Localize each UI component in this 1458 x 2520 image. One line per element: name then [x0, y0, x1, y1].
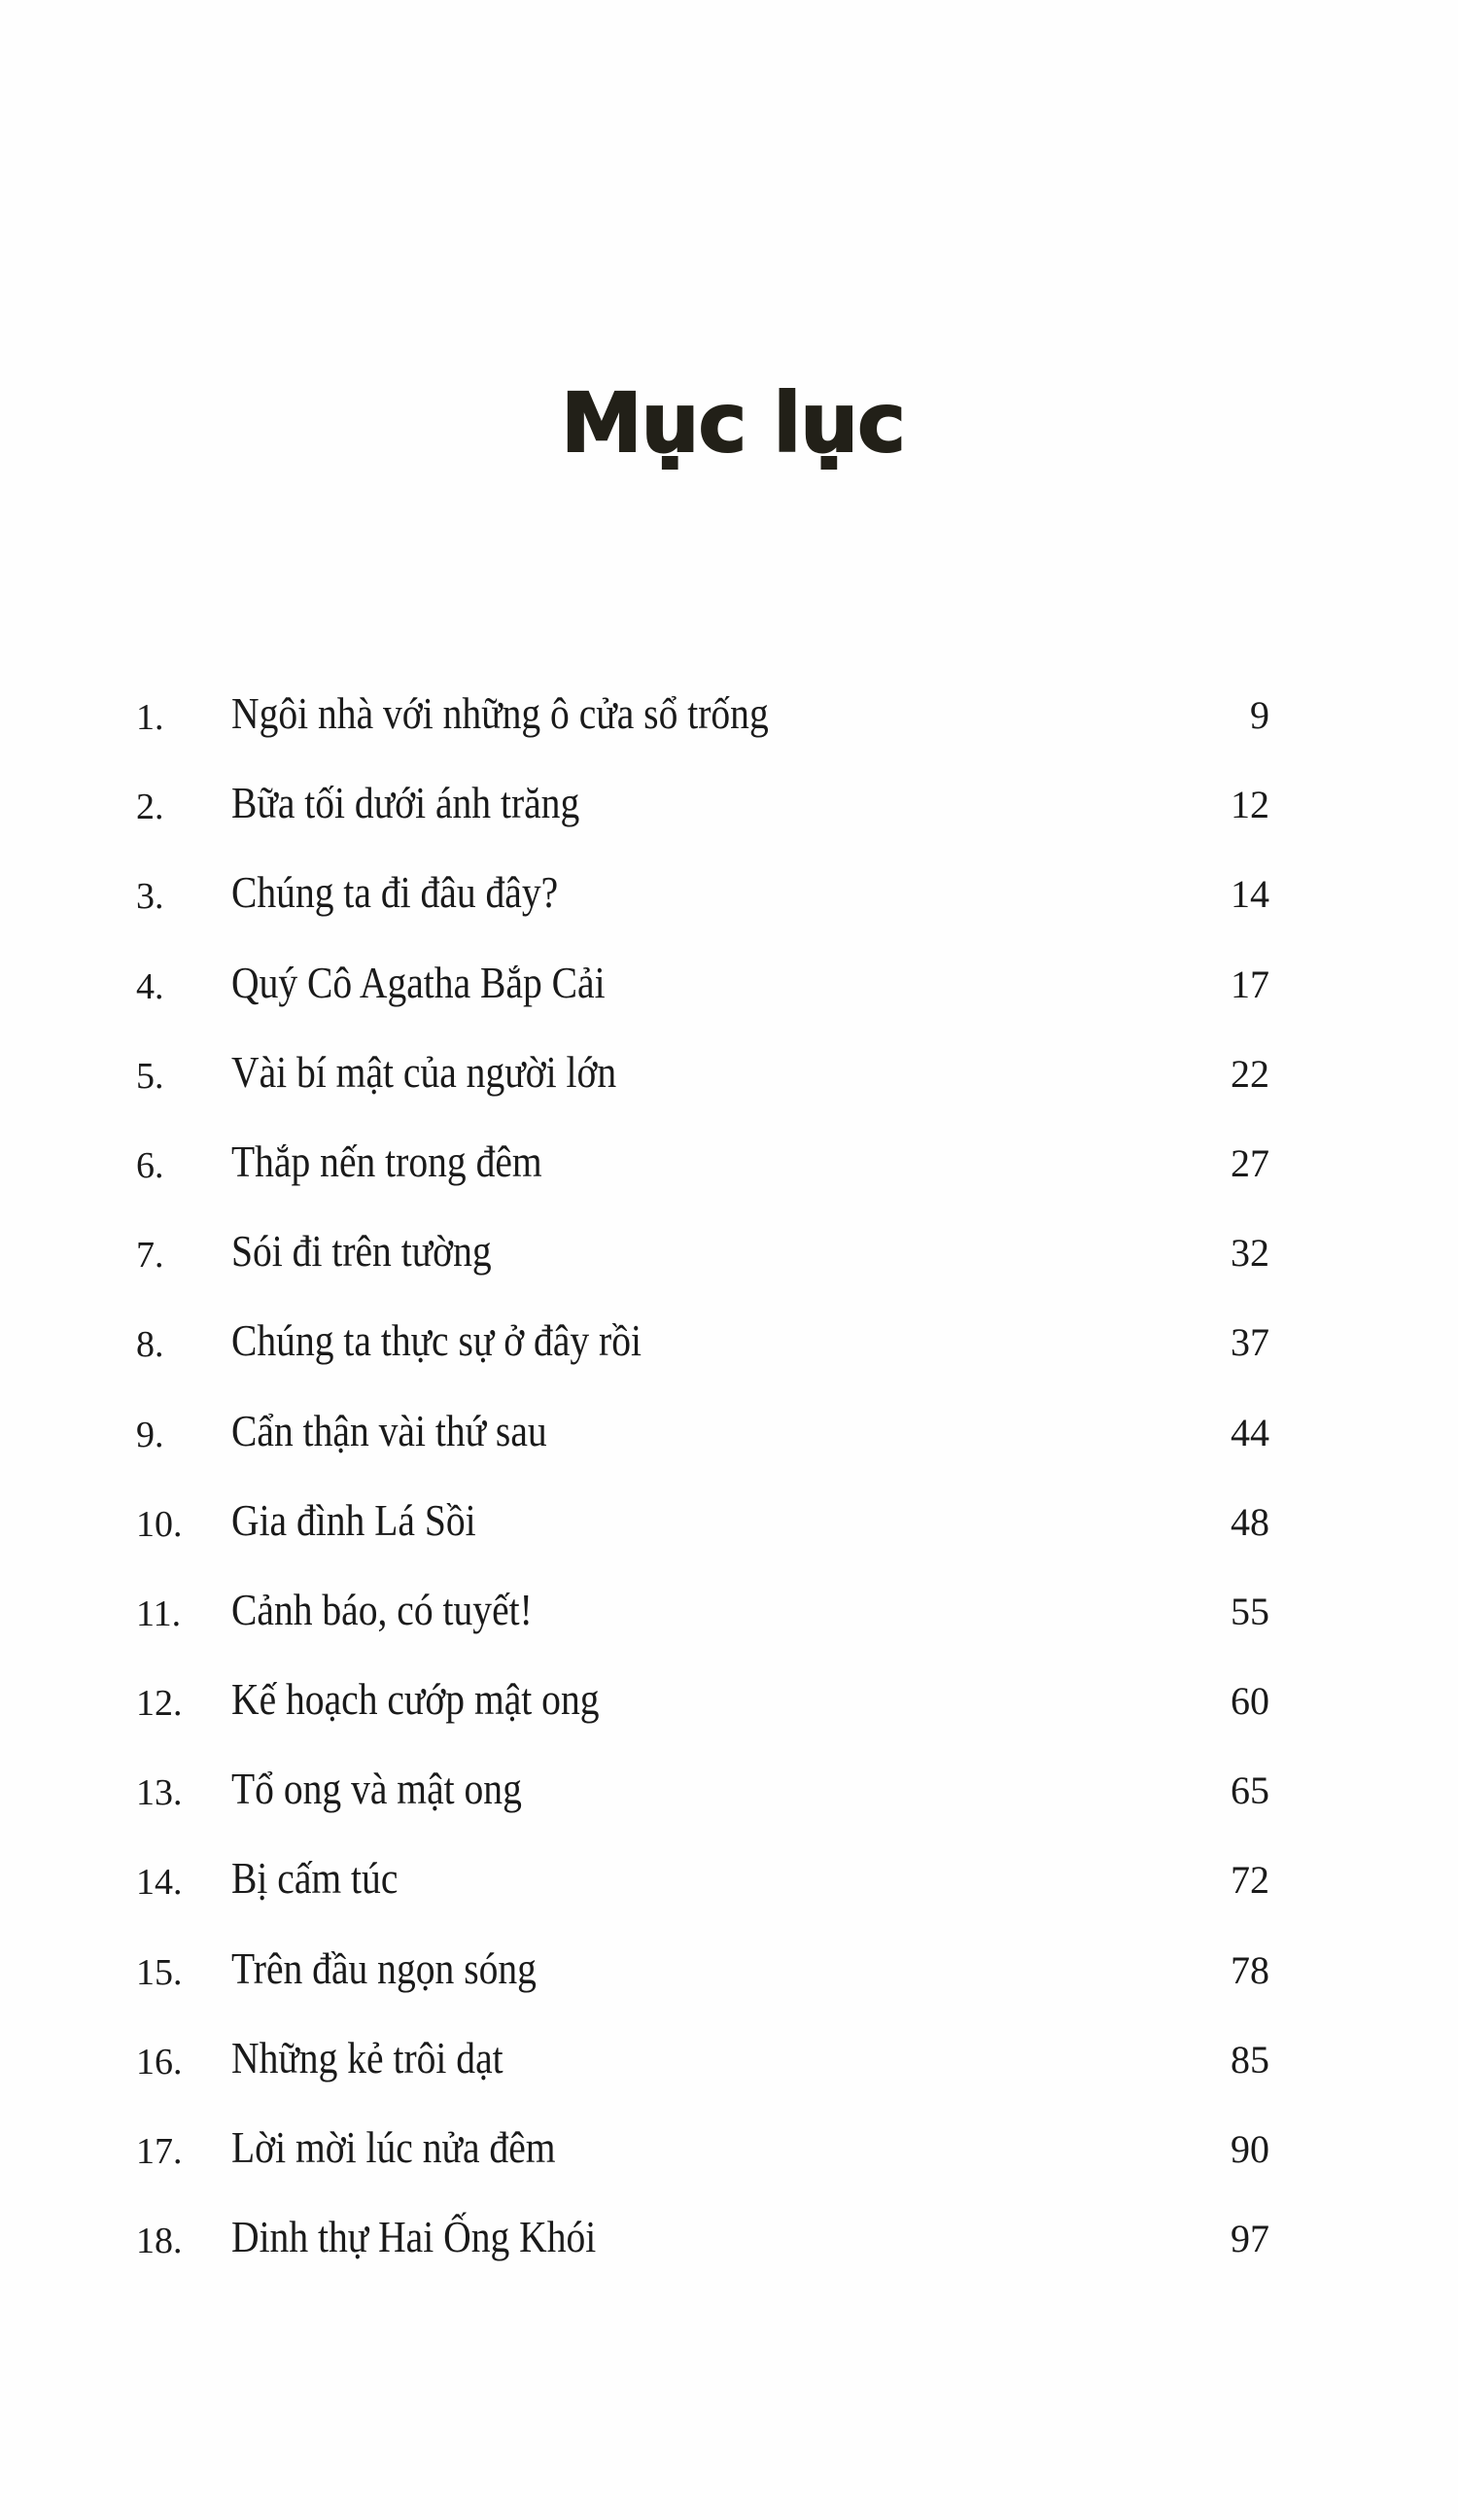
chapter-title: Bữa tối dưới ánh trăng	[231, 778, 580, 828]
page-number: 32	[1231, 1231, 1269, 1276]
chapter-title: Trên đầu ngọn sóng	[231, 1942, 537, 1993]
chapter-number: 12.	[136, 1683, 183, 1725]
chapter-number: 17.	[136, 2131, 183, 2172]
chapter-title: Tổ ong và mật ong	[231, 1764, 522, 1814]
page-title: Mục lục	[561, 375, 905, 472]
chapter-title: Sói đi trên tường	[231, 1226, 492, 1277]
chapter-title: Ngôi nhà với những ô cửa sổ trống	[231, 688, 769, 738]
chapter-title: Thắp nến trong đêm	[231, 1136, 542, 1186]
chapter-number: 8.	[136, 1324, 164, 1366]
chapter-title: Bị cấm túc	[231, 1853, 399, 1904]
toc-entry	[0, 1924, 1458, 2013]
toc-entry	[0, 1296, 1458, 1385]
toc-entry	[0, 2192, 1458, 2282]
chapter-number: 2.	[136, 787, 164, 828]
page-number: 9	[1250, 693, 1269, 737]
toc-entry	[0, 2013, 1458, 2103]
chapter-number: 9.	[136, 1414, 164, 1455]
chapter-title: Dinh thự Hai Ống Khói	[231, 2212, 597, 2262]
chapter-number: 6.	[136, 1144, 164, 1186]
chapter-number: 3.	[136, 876, 164, 918]
page-number: 60	[1231, 1679, 1269, 1724]
chapter-title: Cẩn thận vài thứ sau	[231, 1405, 547, 1455]
page-number: 65	[1231, 1768, 1269, 1813]
toc-entry	[0, 669, 1458, 758]
chapter-number: 4.	[136, 965, 164, 1007]
toc-entry	[0, 1207, 1458, 1296]
chapter-number: 16.	[136, 2041, 183, 2082]
chapter-title: Gia đình Lá Sồi	[231, 1494, 476, 1545]
toc-entry	[0, 1028, 1458, 1117]
toc-entry	[0, 1117, 1458, 1207]
chapter-number: 7.	[136, 1235, 164, 1277]
toc-entry	[0, 848, 1458, 937]
chapter-title: Kế hoạch cướp mật ong	[231, 1674, 600, 1725]
toc-entry	[0, 1386, 1458, 1476]
toc-entry	[0, 1476, 1458, 1565]
page-number: 78	[1231, 1947, 1269, 1992]
page-number: 85	[1231, 2037, 1269, 2082]
toc-entry	[0, 758, 1458, 848]
page-number: 27	[1231, 1140, 1269, 1185]
toc-entry	[0, 1655, 1458, 1744]
page-number: 48	[1231, 1499, 1269, 1544]
chapter-title: Vài bí mật của người lớn	[231, 1046, 617, 1097]
page-number: 37	[1231, 1320, 1269, 1365]
chapter-title: Cảnh báo, có tuyết!	[231, 1584, 533, 1634]
chapter-number: 15.	[136, 1951, 183, 1993]
page-number: 90	[1231, 2127, 1269, 2171]
page-number: 22	[1231, 1051, 1269, 1096]
toc-entry	[0, 1565, 1458, 1655]
chapter-title: Quý Cô Agatha Bắp Cải	[231, 957, 606, 1007]
chapter-title: Chúng ta đi đâu đây?	[231, 867, 559, 918]
chapter-title: Những kẻ trôi dạt	[231, 2032, 503, 2082]
toc-entry	[0, 2103, 1458, 2192]
toc-entry	[0, 1834, 1458, 1923]
chapter-title: Chúng ta thực sự ở đây rồi	[231, 1315, 642, 1366]
page-number: 72	[1231, 1858, 1269, 1903]
page-number: 14	[1231, 872, 1269, 917]
toc-entry	[0, 1744, 1458, 1834]
chapter-number: 14.	[136, 1862, 183, 1904]
page-number: 17	[1231, 962, 1269, 1006]
chapter-number: 10.	[136, 1503, 183, 1545]
page-number: 44	[1231, 1410, 1269, 1454]
table-of-contents	[0, 669, 1458, 2282]
page-number: 97	[1231, 2217, 1269, 2261]
chapter-number: 13.	[136, 1772, 183, 1814]
chapter-number: 5.	[136, 1055, 164, 1097]
page-number: 12	[1231, 783, 1269, 827]
chapter-number: 18.	[136, 2221, 183, 2262]
chapter-title: Lời mời lúc nửa đêm	[231, 2122, 556, 2172]
chapter-number: 11.	[136, 1592, 182, 1634]
page-number: 55	[1231, 1589, 1269, 1633]
chapter-number: 1.	[136, 697, 164, 738]
toc-entry	[0, 938, 1458, 1028]
